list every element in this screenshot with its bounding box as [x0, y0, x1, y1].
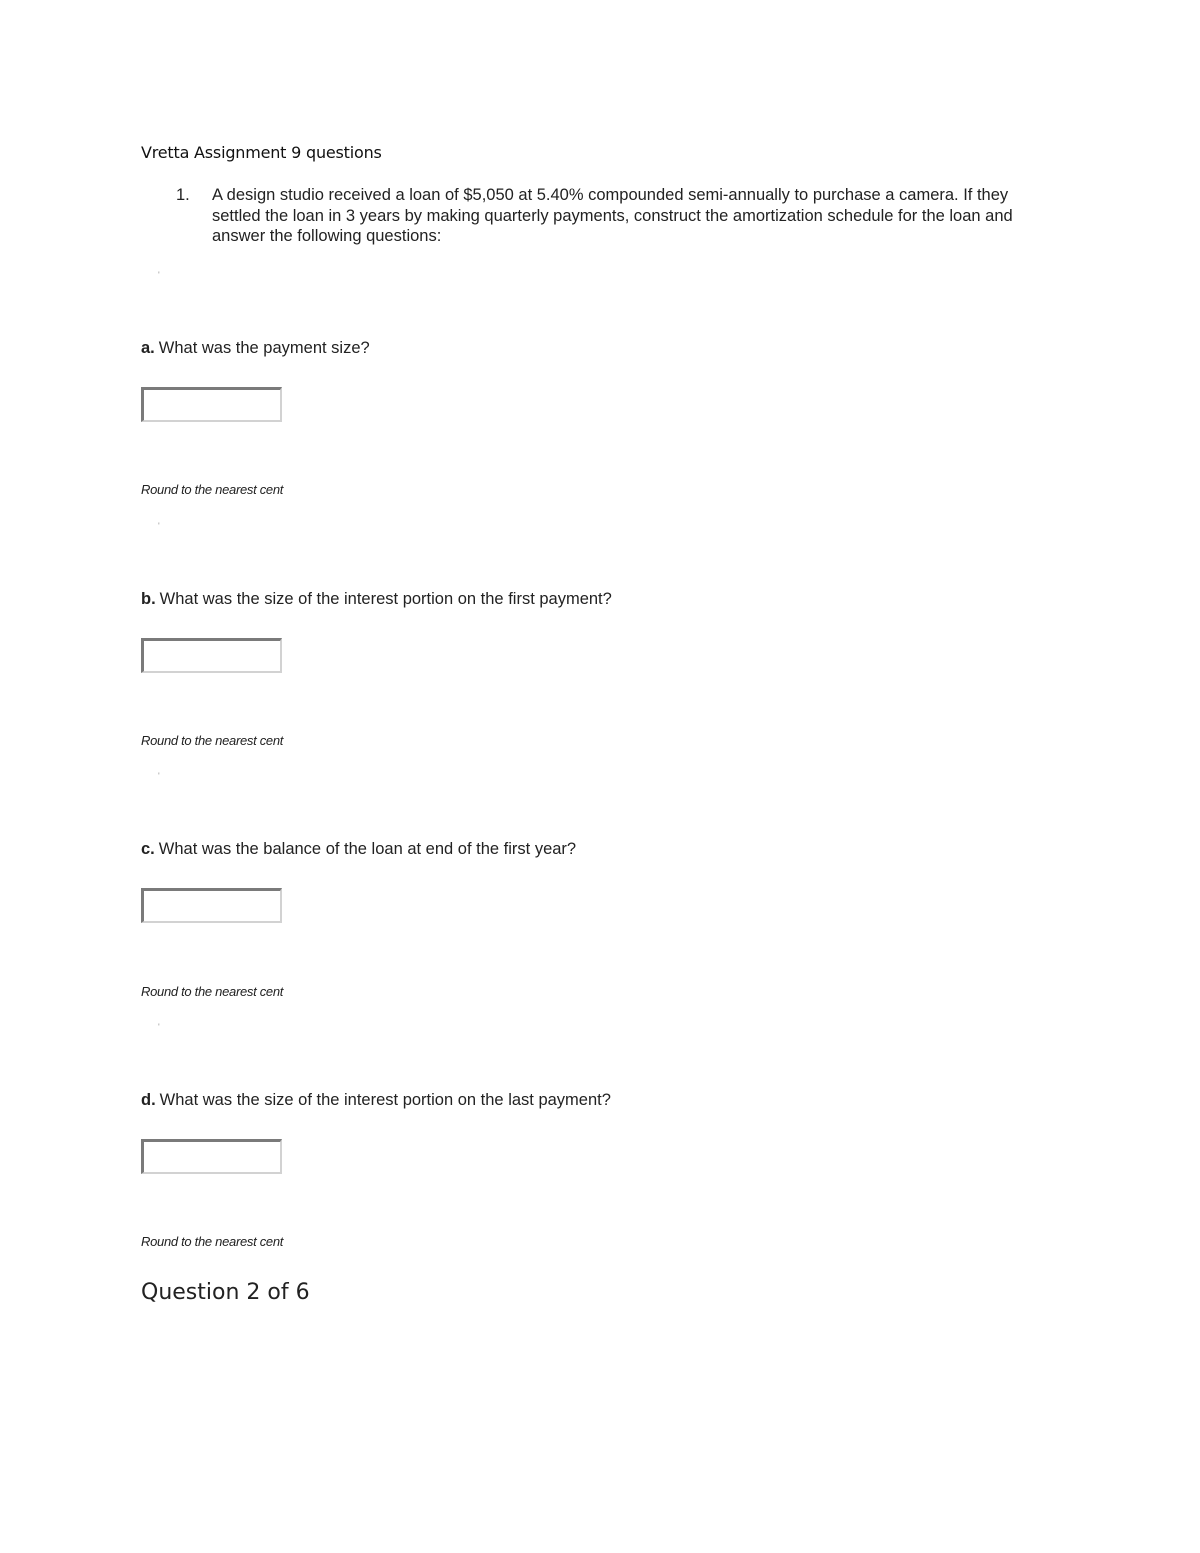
- part-b-answer-input[interactable]: [141, 638, 282, 673]
- part-b-letter: b.: [141, 590, 156, 608]
- tick-mark: ': [158, 1022, 160, 1032]
- part-d-letter: d.: [141, 1091, 156, 1109]
- part-a-letter: a.: [141, 339, 155, 357]
- part-d-question: [141, 1091, 611, 1110]
- tick-mark: ': [158, 771, 160, 781]
- part-c-letter: c.: [141, 840, 155, 858]
- part-c-text: What was the balance of the loan at end of the first year?: [158, 840, 577, 858]
- part-d-answer-input[interactable]: [141, 1139, 282, 1174]
- document-title: Vretta Assignment 9 questions: [141, 143, 382, 162]
- part-a-question: [141, 339, 370, 358]
- part-b-text: What was the size of the interest portion on the first payment?: [159, 590, 612, 608]
- part-d-text: What was the size of the interest portion on the last payment?: [159, 1091, 611, 1109]
- part-a-text: What was the payment size?: [158, 339, 370, 357]
- part-b-question: [141, 590, 612, 609]
- tick-mark: ': [158, 270, 160, 280]
- part-d-hint: Round to the nearest cent: [141, 1234, 284, 1249]
- question-item: [176, 185, 1036, 247]
- part-c-answer-input[interactable]: [141, 888, 282, 923]
- part-c-question: [141, 840, 576, 859]
- part-a-hint: Round to the nearest cent: [141, 482, 284, 497]
- part-b-hint: Round to the nearest cent: [141, 733, 284, 748]
- tick-mark: ': [158, 521, 160, 531]
- question-text: A design studio received a loan of $5,050 at 5.40% compounded semi-annually to purchase a camera. If they settled the loan in 3 years by making quarterly payments, construct the amortization schedule for the loan and answer the following questions:: [212, 186, 1013, 245]
- part-a-answer-input[interactable]: [141, 387, 282, 422]
- question-number: 1.: [176, 186, 190, 204]
- part-c-hint: Round to the nearest cent: [141, 984, 284, 999]
- next-question-heading: Question 2 of 6: [141, 1280, 310, 1305]
